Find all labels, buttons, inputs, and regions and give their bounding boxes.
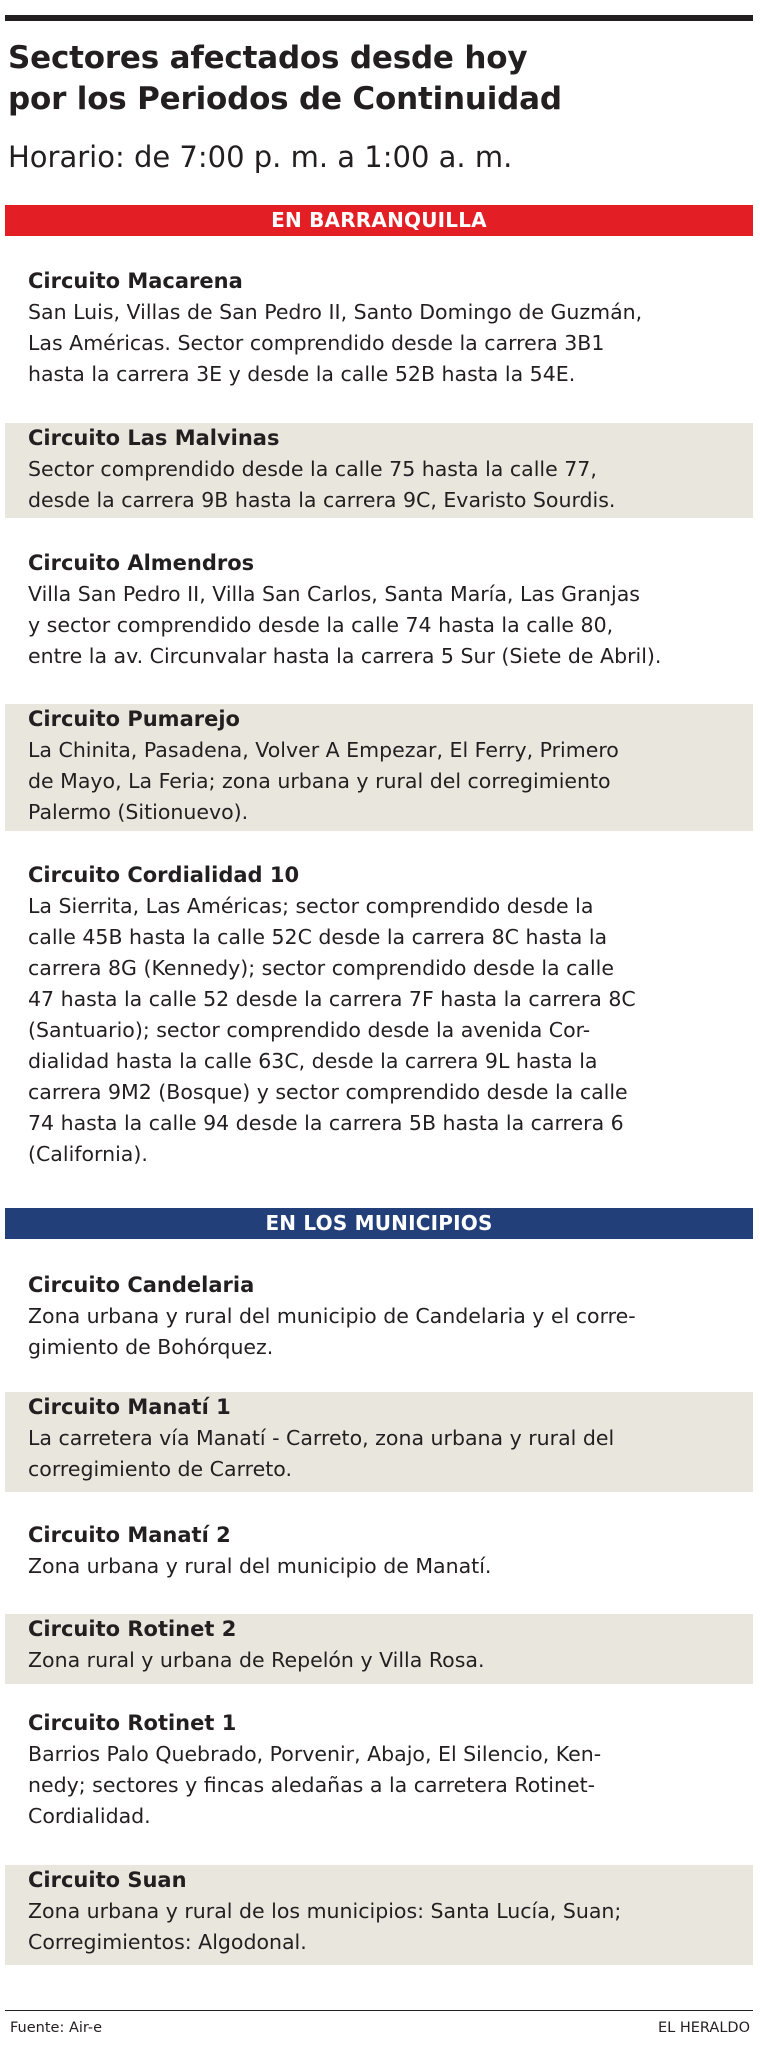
circuit-name: Circuito Manatí 2 [28,1523,231,1547]
source-credit: Fuente: Air-e [10,2020,103,2036]
infographic-title [8,38,748,120]
circuit-name: Circuito Rotinet 2 [28,1617,237,1641]
circuit-description: Zona urbana y rural de los municipios: Santa Lucía, Suan; Corregimientos: Algodonal. [28,1899,622,1954]
circuit-entry-pumarejo [5,704,753,831]
circuit-description: Sector comprendido desde la calle 75 hasta la calle 77, desde la carrera 9B hasta la carrera 9C, Evaristo Sourdis. [28,457,616,512]
circuit-name: Circuito Macarena [28,269,243,293]
circuit-description: Villa San Pedro II, Villa San Carlos, Santa María, Las Granjas y sector comprendido desde la calle 74 hasta la calle 80, entre la av. Circunvalar hasta la carrera 5 Sur (Siete de Abril). [28,582,662,668]
circuit-name: Circuito Pumarejo [28,707,240,731]
circuit-entry-macarena [5,266,753,386]
circuit-entry-almendros [5,548,753,672]
circuit-name: Circuito Rotinet 1 [28,1711,237,1735]
top-rule [5,15,753,21]
circuit-entry-manati-2 [5,1520,753,1584]
title-line-1: Sectores afectados desde hoy [8,40,528,76]
circuit-entry-rotinet-2 [5,1614,753,1684]
circuit-name: Circuito Las Malvinas [28,426,280,450]
circuit-description: Zona urbana y rural del municipio de Candelaria y el corre- gimiento de Bohórquez. [28,1304,636,1359]
footer-rule [5,2010,753,2011]
schedule-subtitle: Horario: de 7:00 p. m. a 1:00 a. m. [8,140,513,174]
circuit-name: Circuito Cordialidad 10 [28,863,300,887]
circuit-description: Zona urbana y rural del municipio de Manatí. [28,1554,492,1578]
circuit-entry-candelaria [5,1270,753,1365]
circuit-entry-rotinet-1 [5,1708,753,1832]
circuit-name: Circuito Suan [28,1868,187,1892]
circuit-entry-manati-1 [5,1392,753,1492]
section-header-barranquilla: EN BARRANQUILLA [5,205,753,236]
circuit-description: San Luis, Villas de San Pedro II, Santo Domingo de Guzmán, Las Américas. Sector comprendido desde la carrera 3B1 hasta la carrera 3E y desde la calle 52B hasta la 54E. [28,300,643,386]
circuit-description: Zona rural y urbana de Repelón y Villa Rosa. [28,1648,485,1672]
circuit-description: La carretera vía Manatí - Carreto, zona urbana y rural del corregimiento de Carreto. [28,1426,615,1481]
circuit-description: La Chinita, Pasadena, Volver A Empezar, El Ferry, Primero de Mayo, La Feria; zona urbana y rural del corregimiento Palermo (Sitionuevo). [28,738,619,824]
title-line-2: por los Periodos de Continuidad [8,81,562,117]
circuit-entry-las-malvinas [5,423,753,518]
circuit-name: Circuito Manatí 1 [28,1395,231,1419]
circuit-entry-suan [5,1865,753,1965]
publisher-credit: EL HERALDO [658,2020,750,2036]
circuit-description: Barrios Palo Quebrado, Porvenir, Abajo, El Silencio, Ken- nedy; sectores y fincas aledañas a la carretera Rotinet- Cordialidad. [28,1742,602,1828]
circuit-entry-cordialidad-10 [5,860,753,1170]
circuit-description: La Sierrita, Las Américas; sector comprendido desde la calle 45B hasta la calle 52C desde la carrera 8C hasta la carrera 8G (Kennedy); sector comprendido desde la calle 47 hasta la calle 52 desde la carrera 7F hasta la carrera 8C (Santuario); sector comprendido desde la avenida Cor- dialidad hasta la calle 63C, desde la carrera 9L hasta la carrera 9M2 (Bosque) y sector comprendido desde la calle 74 hasta la calle 94 desde la carrera 5B hasta la carrera 6 (California). [28,894,636,1166]
circuit-name: Circuito Almendros [28,551,255,575]
circuit-name: Circuito Candelaria [28,1273,255,1297]
section-header-municipios: EN LOS MUNICIPIOS [5,1208,753,1239]
